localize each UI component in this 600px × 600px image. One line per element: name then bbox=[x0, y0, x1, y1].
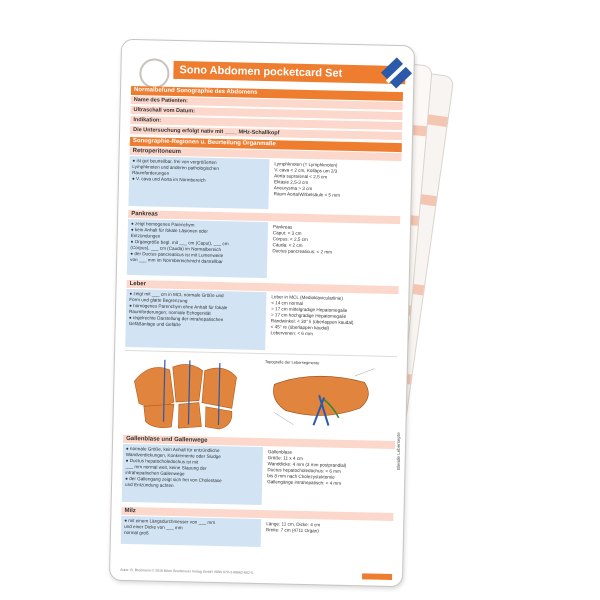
publisher-logo-icon bbox=[381, 57, 412, 88]
leber-measures: Leber in MCL (Medioklavicularlinie) < 14 cm normal > 17 cm mittelgradige Hepatomegalie > 17 cm hochgradige Hepatomegalie Randwinkel: < 30° li (überlappen kaudal) < 45° re (überlappen kaudal) Lebervenen: < 6 mm bbox=[267, 292, 398, 353]
card-subtitle: Normalbefund Sonographie des Abdomens bbox=[131, 86, 403, 101]
card-footer: Autor: B. Breitmann © 2016 Börm Bruckmeier Verlag GmbH ISBN 978-3-89862-662-5 bbox=[120, 567, 254, 575]
retro-measures: Lymphknoten (= Lymphknoten) V. cava < 2 cm, Kollaps um 2/3 Aorta suprarenal < 2,5 cm Ektasie 2,5-3 cm Aneurysma > 3 cm Raum Aorta/Wirbelsäule < 5 mm bbox=[270, 159, 401, 212]
retro-findings: ● ist gut beurteilbar, frei von vergrößerten Lymphknoten und anderen pathologischen Raumforderungen ● V. cava und Aorta im Normbereich bbox=[128, 156, 269, 209]
section-retroperitoneum-title: Retroperitoneum bbox=[130, 147, 402, 161]
galle-findings: ● normale Größe, kein Anhalt für entzündliche Wandverdickungen, Konkremente oder Sludge ● Ductus hepatocholedochus ist mit ___ mm normal weit, keine Stauung der intrahepatischen Gallenwege ● der Gallengang zeigt sich frei von Cholestase und Entzündung achten bbox=[122, 444, 263, 505]
liver-illustrations bbox=[123, 350, 397, 439]
section-milz-title: Milz bbox=[121, 507, 393, 521]
liver-diagram-label: Topografie der Lebersegmente bbox=[264, 359, 320, 366]
pocketcard-front bbox=[109, 39, 415, 588]
section-leber-title: Leber bbox=[127, 280, 399, 294]
column-header: Sonographie-Regionen u. Beurteilung Organmaße bbox=[130, 137, 402, 152]
card-title: Sono Abdomen pocketcard Set bbox=[173, 61, 405, 84]
field-patient: Name des Patienten: bbox=[131, 96, 403, 111]
field-date: Ultraschall vom Datum: bbox=[130, 106, 402, 121]
leber-findings: ● zeigt mit ___ cm in MCL normale Größe und Form und glatte Begrenzung ● homogenes Parenchym ohne Anhalt für fokale Raumforderungen; normale Echogenität ● regelrechte Darstellung der intrahepatischen Gefäßanlage und Gefäße bbox=[125, 289, 266, 350]
ring-hole bbox=[139, 58, 170, 89]
publisher-brand-mark bbox=[362, 573, 392, 580]
section-pankreas-title: Pankreas bbox=[128, 210, 400, 224]
liver-segments-illustration bbox=[123, 351, 397, 439]
pankreas-measures: Pankreas Caput: < 3 cm Corpus: < 2,5 cm Cauda: < 2 cm Ductus pancreaticus: < 2 mm bbox=[269, 222, 400, 281]
field-probe: Die Untersuchung erfolgt nativ mit ____ MHz-Schallkopf bbox=[130, 126, 402, 141]
galle-measures: Gallenblase Größe: 11 x 4 cm Wanddicke: 4 mm (3 mm postprandial) Ductus hepatocholedochus: < 6 mm bis 8 mm nach Cholezystektomie Gallengänge intrahepatisch: < 4 mm bbox=[264, 447, 395, 508]
field-indication: Indikation: bbox=[130, 116, 402, 131]
side-card-label bbox=[396, 460, 456, 470]
pankreas-findings: ● zeigt homogenes Parenchym ● kein Anhalt für fokale Läsionen oder Entzündungen ● Organgröße begl. mit ___ cm (Caput), ___ cm (Corpus), ___ cm (Cauda) im Normalbereich ● der Ductus pancreaticus ist mit Lumenweite von ___ mm im Normbereich/nicht darstellbar bbox=[127, 219, 268, 278]
milz-findings: ● mit einem Längsdurchmesser von ___ mm und einer Dicke von ___ mm normal groß bbox=[121, 516, 262, 547]
section-galle-title: Gallenblase und Gallenwege bbox=[123, 435, 395, 449]
milz-measures: Länge: 11 cm, Dicke: 4 cm Breite: 7 cm (4711 Organ) bbox=[263, 519, 394, 550]
